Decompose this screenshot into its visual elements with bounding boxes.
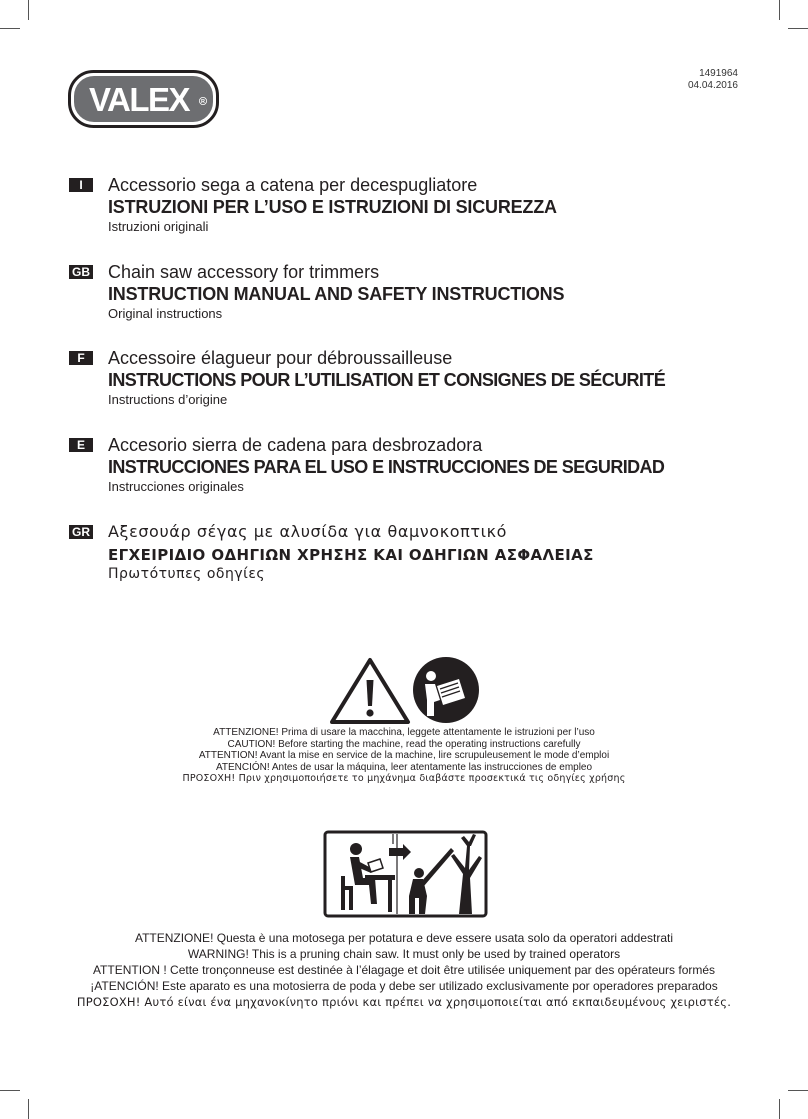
attention-line-gr: ΠΡΟΣΟΧΗ! Αυτό είναι ένα μηχανοκίνητο πριόνι και πρέπει να χρησιμοποιείται από εκπαιδευμένους χειριστές. (76, 995, 732, 1009)
crop-mark (788, 28, 808, 29)
caution-line-es: ATENCIÓN! Antes de usar la máquina, leer atentamente las instrucciones de empleo (215, 761, 593, 773)
section-title: INSTRUCTIONS POUR L’UTILISATION ET CONSIGNES DE SÉCURITÉ (108, 370, 666, 390)
caution-line-fr: ATTENTION! Avant la mise en service de la machine, lire scrupuleusement le mode d’emploi (198, 750, 610, 762)
section-original-note: Instrucciones originales (108, 479, 244, 494)
safety-icons (330, 656, 480, 724)
section-subtitle: Accesorio sierra de cadena para desbrozadora (108, 435, 483, 455)
valex-logo (68, 70, 219, 128)
crop-mark (779, 0, 780, 20)
crop-mark (0, 1090, 20, 1091)
document-number (688, 68, 738, 92)
crop-mark (788, 1090, 808, 1091)
warning-triangle-icon (332, 660, 408, 722)
trained-operator-pictogram (323, 830, 488, 918)
section-subtitle: Accessoire élagueur pour débroussailleuse (108, 348, 453, 368)
attention-line-it: ATTENZIONE! Questa è una motosega per potatura e deve essere usata solo da operatori addestrati (134, 931, 674, 945)
svg-text:R: R (201, 99, 205, 105)
section-title: INSTRUCCIONES PARA EL USO E INSTRUCCIONES DE SEGURIDAD (108, 457, 665, 477)
crop-mark (28, 1099, 29, 1119)
section-subtitle: Accessorio sega a catena per decespugliatore (108, 175, 478, 195)
attention-line-fr: ATTENTION ! Cette tronçonneuse est destinée à l’élagage et doit être utilisée uniquement par des opérateurs formés (92, 963, 716, 977)
section-subtitle: Chain saw accessory for trimmers (108, 262, 380, 282)
language-badge: F (69, 351, 93, 365)
language-badge: GR (69, 525, 93, 539)
section-original-note: Original instructions (108, 306, 223, 321)
read-manual-icon (413, 657, 479, 723)
language-badge: E (69, 438, 93, 452)
crop-mark (779, 1099, 780, 1119)
caution-text-block (100, 727, 708, 785)
caution-line-en: CAUTION! Before starting the machine, read the operating instructions carefully (227, 738, 581, 750)
language-badge: I (69, 178, 93, 192)
section-subtitle: Αξεσουάρ σέγας με αλυσίδα για θαμνοκοπτικό (108, 522, 508, 541)
language-badge: GB (69, 265, 93, 279)
caution-line-it: ATTENZIONE! Prima di usare la macchina, leggete attentamente le istruzioni per l’uso (213, 727, 595, 738)
caution-line-gr: ΠΡΟΣΟΧΗ! Πριν χρησιμοποιήσετε το μηχάνημα διαβάστε προσεκτικά τις οδηγίες χρήσης (182, 773, 626, 785)
section-title: ISTRUZIONI PER L’USO E ISTRUZIONI DI SICUREZZA (108, 197, 557, 217)
attention-text-block (30, 930, 778, 1010)
crop-mark (0, 28, 20, 29)
attention-line-es: ¡ATENCIÓN! Este aparato es una motosierra de poda y debe ser utilizado exclusivamente por operadores preparados (90, 979, 718, 993)
crop-mark (28, 0, 29, 20)
section-original-note: Πρωτότυπες οδηγίες (108, 566, 266, 582)
section-title: INSTRUCTION MANUAL AND SAFETY INSTRUCTIONS (108, 284, 565, 304)
doc-date: 04.04.2016 (687, 80, 738, 91)
svg-text:VALEX: VALEX (88, 81, 190, 118)
section-title: ΕΓΧΕΙΡΙΔΙΟ ΟΔΗΓΙΩΝ ΧΡΗΣΗΣ ΚΑΙ ΟΔΗΓΙΩΝ ΑΣΦΑΛΕΙΑΣ (108, 546, 594, 564)
section-original-note: Istruzioni originali (108, 219, 209, 234)
attention-line-en: WARNING! This is a pruning chain saw. It must only be used by trained operators (187, 947, 621, 961)
doc-code: 1491964 (699, 68, 738, 79)
section-original-note: Instructions d’origine (108, 392, 228, 407)
